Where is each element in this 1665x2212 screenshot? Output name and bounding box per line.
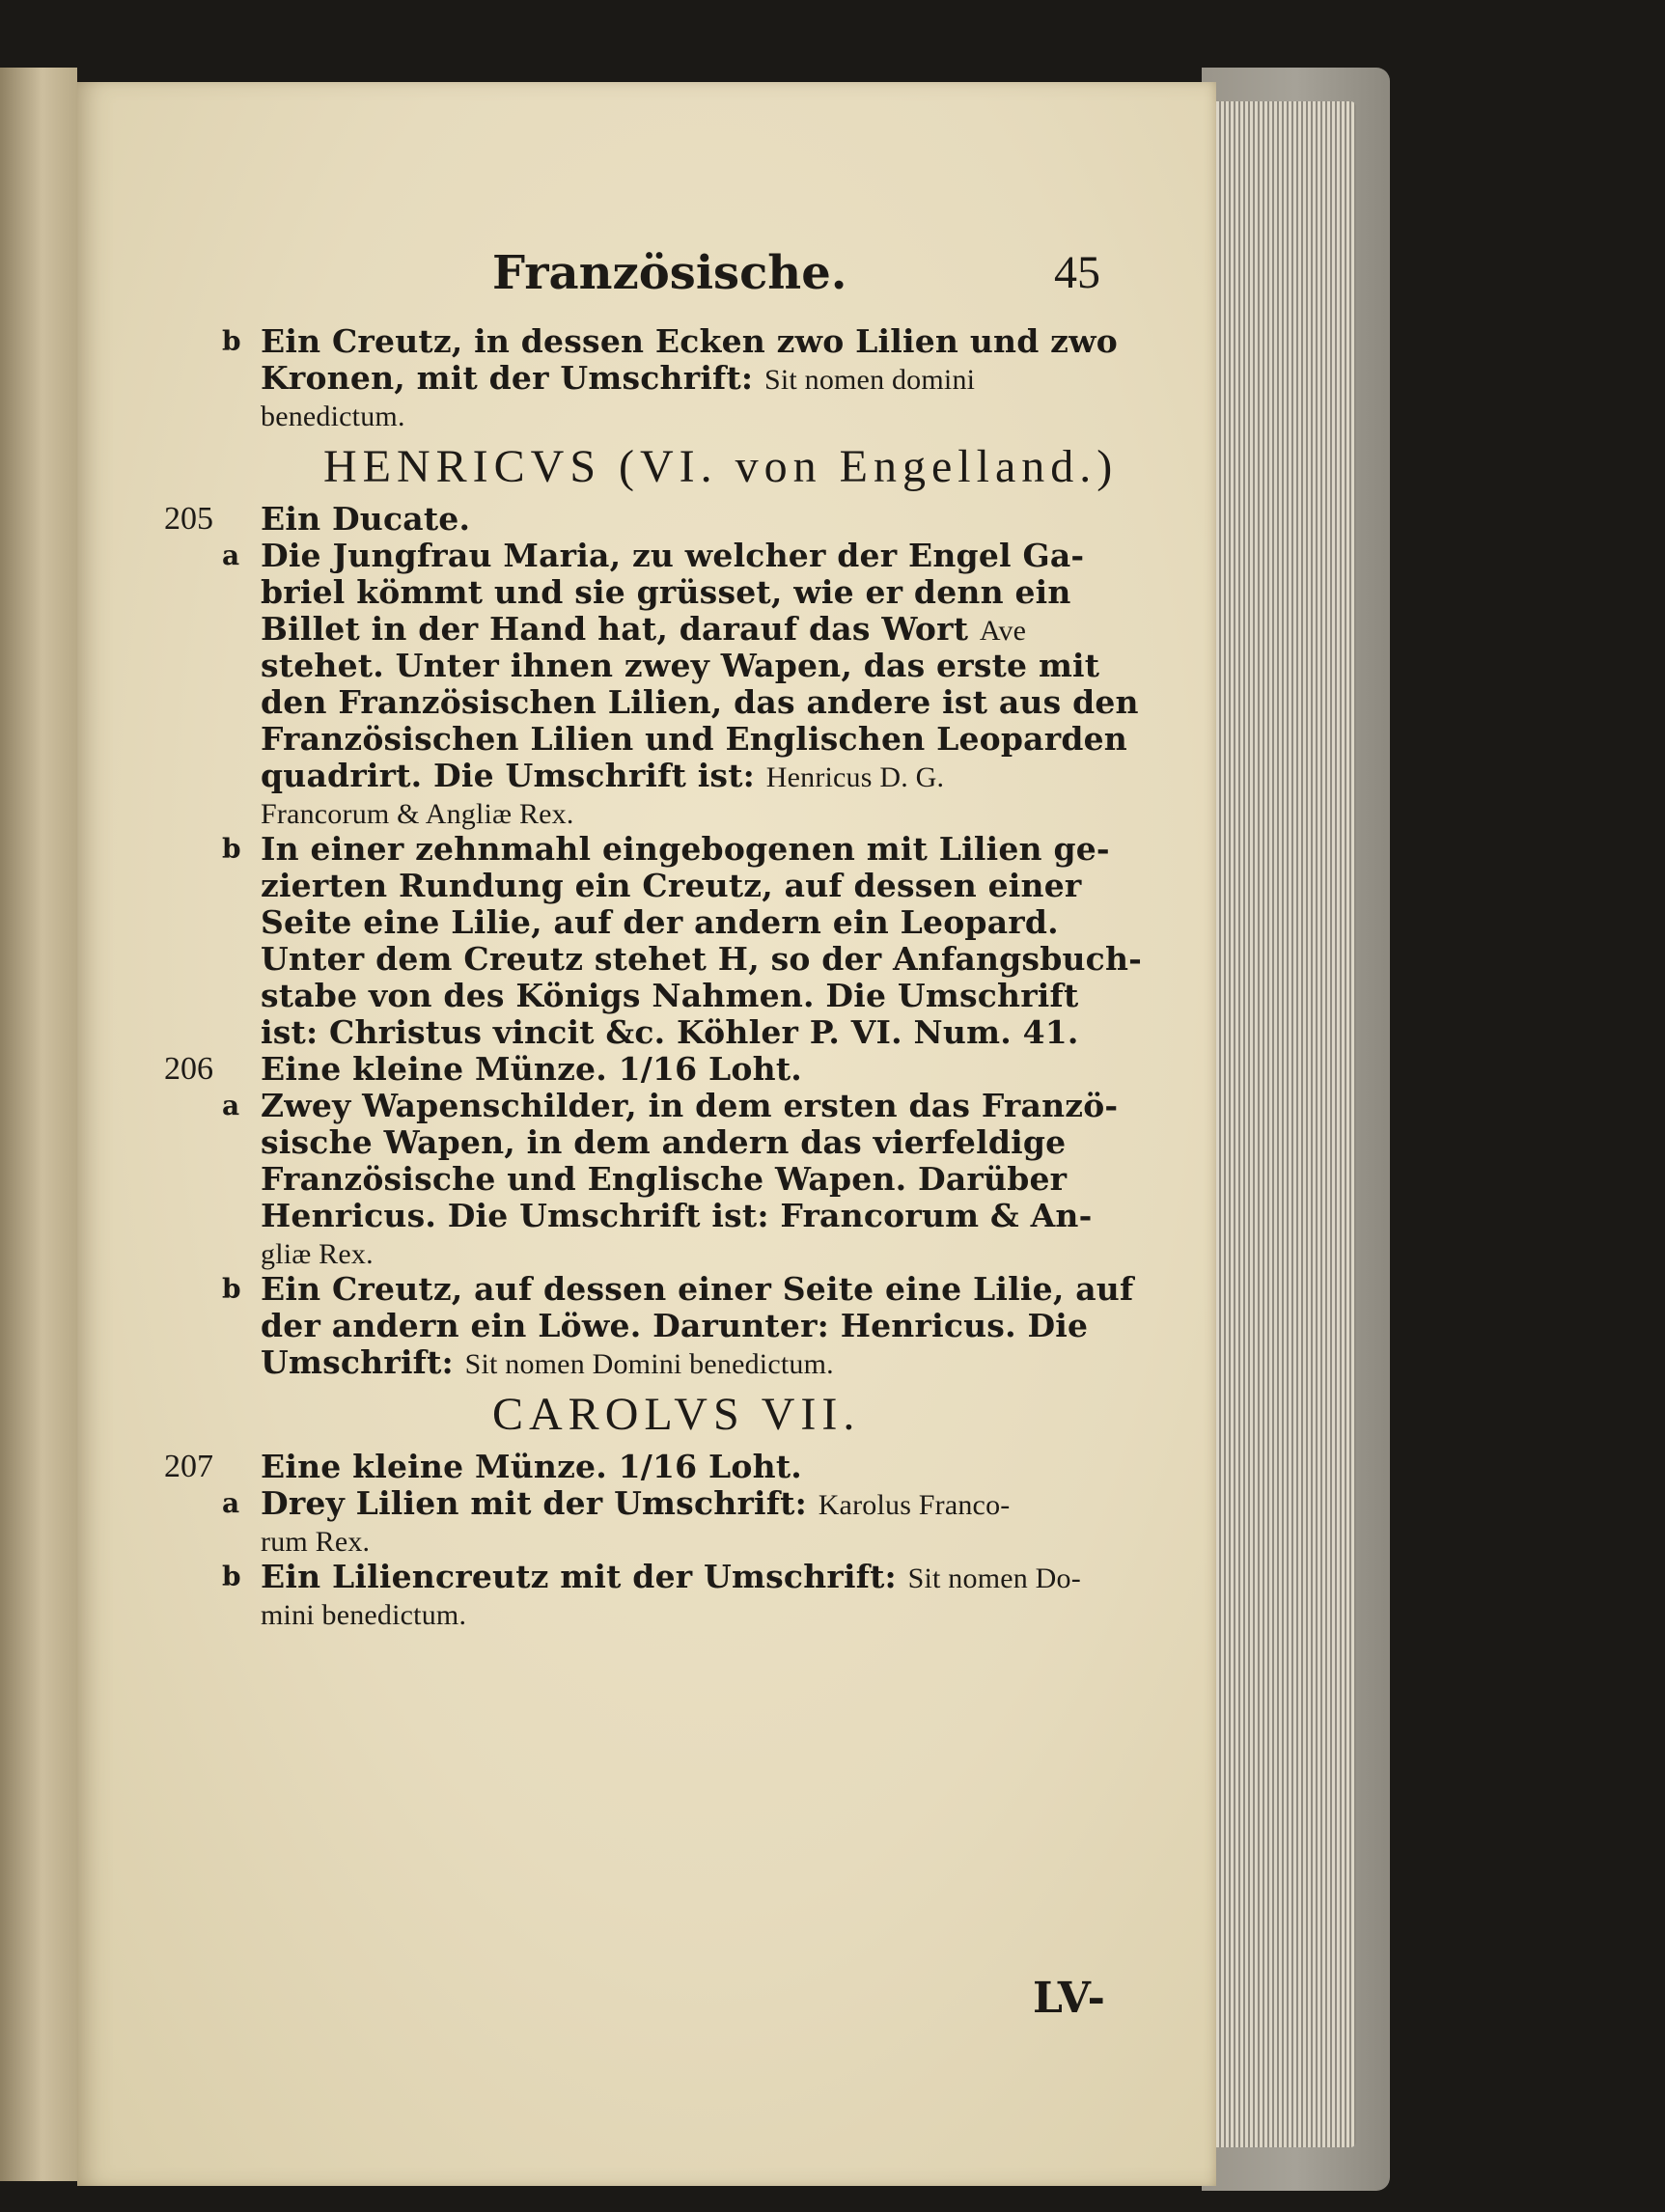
page-text-block	[164, 246, 1143, 1632]
side-marker: a	[222, 1487, 240, 1519]
text-line	[164, 1198, 1129, 1234]
line-text	[261, 1595, 466, 1634]
line-text	[261, 978, 1078, 1016]
text-line	[164, 574, 1129, 611]
gothic-text: stehet. Unter ihnen zwey Wapen, das erste mit	[261, 647, 1100, 684]
gothic-text: ist: Christus vincit &c. Köhler P. VI. Num. 41.	[261, 1013, 1079, 1051]
latin-text: Sit nomen Domini benedictum.	[464, 1348, 834, 1380]
gothic-text: Ein Ducate.	[261, 500, 471, 538]
line-text	[261, 323, 1118, 362]
section-heading	[164, 433, 1129, 501]
page-block-edges	[1207, 101, 1356, 2147]
text-line	[164, 1559, 1129, 1595]
text-line	[164, 648, 1129, 684]
gothic-text: zierten Rundung ein Creutz, auf dessen einer	[261, 867, 1082, 904]
page-body	[164, 322, 1143, 1632]
text-line	[164, 940, 1143, 978]
gothic-text: Kronen, mit der Umschrift:	[261, 359, 764, 397]
gothic-text: Französische und Englische Wapen. Darüber	[261, 1160, 1068, 1198]
gothic-text: Henricus. Die Umschrift ist: Francorum & An-	[261, 1197, 1093, 1234]
latin-text: Karolus Franco-	[818, 1489, 1011, 1521]
text-line	[164, 1344, 1129, 1381]
facing-page-edge	[0, 68, 77, 2181]
line-text	[261, 648, 1099, 686]
gothic-text: In einer zehnmahl eingebogenen mit Lilien ge-	[261, 830, 1110, 868]
text-line	[164, 978, 1129, 1014]
gothic-text: Drey Lilien mit der Umschrift:	[261, 1484, 819, 1522]
text-line	[164, 1485, 1129, 1522]
text-line	[164, 501, 1129, 538]
text-line	[164, 1270, 1134, 1308]
side-marker: b	[222, 1561, 241, 1592]
running-title: Französische.	[492, 246, 847, 300]
line-text	[261, 538, 1084, 576]
line-text	[261, 1308, 1088, 1346]
line-text	[261, 831, 1110, 870]
text-line	[164, 360, 1129, 397]
side-marker: b	[222, 325, 241, 357]
text-line	[164, 831, 1129, 868]
side-marker: a	[222, 1090, 240, 1121]
text-line	[164, 1522, 1129, 1559]
text-line	[164, 397, 1129, 433]
gothic-text: Seite eine Lilie, auf der andern ein Leopard.	[261, 903, 1059, 941]
text-line	[164, 1014, 1129, 1051]
line-text	[261, 1014, 1079, 1053]
gothic-text: sische Wapen, in dem andern das vierfeldige	[261, 1123, 1067, 1161]
gothic-text: Umschrift:	[261, 1343, 465, 1381]
gothic-text: stabe von des Königs Nahmen. Die Umschrift	[261, 977, 1079, 1014]
gothic-text: den Französischen Lilien, das andere ist aus den	[261, 683, 1139, 721]
text-line	[164, 538, 1129, 574]
text-line	[164, 1051, 1129, 1088]
line-text	[261, 794, 574, 833]
line-text	[261, 904, 1059, 943]
latin-text: mini benedictum.	[261, 1599, 467, 1631]
latin-text: Sit nomen domini	[763, 364, 976, 396]
line-text	[261, 1198, 1092, 1236]
latin-text: rum Rex.	[261, 1526, 371, 1558]
section-heading-text: CAROLVS VII.	[492, 1389, 861, 1440]
gothic-text: Eine kleine Münze. 1/16 Loht.	[261, 1448, 802, 1485]
side-marker: b	[222, 833, 241, 865]
text-line	[164, 794, 1129, 831]
line-text	[261, 758, 944, 796]
latin-text: Sit nomen Do-	[907, 1562, 1081, 1594]
line-text	[261, 397, 405, 435]
gothic-text: briel kömmt und sie grüsset, wie er denn ein	[261, 573, 1071, 611]
text-line	[164, 721, 1129, 758]
text-line	[164, 611, 1129, 648]
section-heading	[164, 1381, 1129, 1449]
text-line	[164, 1124, 1129, 1161]
latin-text: Henricus D. G.	[765, 761, 945, 793]
line-text	[261, 1051, 802, 1090]
text-line	[164, 758, 1129, 794]
latin-text: Francorum & Angliæ Rex.	[261, 798, 574, 830]
entry-number: 205	[164, 501, 213, 537]
line-text	[261, 721, 1127, 760]
gothic-text: Ein Liliencreutz mit der Umschrift:	[261, 1558, 908, 1595]
entry-number: 207	[164, 1449, 213, 1484]
gothic-text: quadrirt. Die Umschrift ist:	[261, 757, 766, 794]
line-text	[261, 1088, 1118, 1126]
line-text	[261, 1522, 370, 1561]
entry-number: 206	[164, 1051, 213, 1087]
gothic-text: Unter dem Creutz stehet H, so der Anfangsbuch-	[261, 940, 1143, 978]
gothic-text: der andern ein Löwe. Darunter: Henricus. Die	[261, 1307, 1089, 1344]
line-text	[261, 941, 1142, 980]
gothic-text: Französischen Lilien und Englischen Leoparden	[261, 720, 1128, 758]
line-text	[261, 1161, 1067, 1200]
text-line	[164, 868, 1129, 904]
side-marker: b	[222, 1273, 241, 1305]
side-marker: a	[222, 539, 240, 571]
text-line	[164, 323, 1129, 360]
line-text	[261, 1271, 1133, 1310]
line-text	[261, 684, 1139, 723]
page-number: 45	[1054, 247, 1100, 298]
gothic-text: Ein Creutz, in dessen Ecken zwo Lilien und zwo	[261, 322, 1118, 360]
book-page	[77, 82, 1216, 2186]
line-text	[261, 1124, 1066, 1163]
line-text	[261, 1559, 1081, 1597]
section-heading-text: HENRICVS (VI. von Engelland.)	[323, 441, 1119, 492]
gothic-text: Die Jungfrau Maria, zu welcher der Engel Ga-	[261, 537, 1085, 574]
latin-text: gliæ Rex.	[261, 1238, 374, 1270]
line-text	[261, 574, 1071, 613]
text-line	[164, 1449, 1129, 1485]
text-line	[164, 1234, 1129, 1271]
line-text	[261, 360, 975, 399]
line-text	[261, 611, 1026, 650]
gothic-text: Zwey Wapenschilder, in dem ersten das Franzö-	[261, 1087, 1119, 1124]
line-text	[261, 501, 470, 539]
text-line	[164, 1595, 1129, 1632]
line-text	[261, 1234, 374, 1273]
text-line	[164, 1308, 1129, 1344]
text-line	[164, 1088, 1129, 1124]
text-line	[164, 1161, 1129, 1198]
gothic-text: Eine kleine Münze. 1/16 Loht.	[261, 1050, 802, 1088]
text-line	[164, 683, 1139, 721]
text-line	[164, 904, 1129, 941]
line-text	[261, 1485, 1010, 1524]
catchword: LV-	[1033, 1974, 1105, 2023]
latin-text: benedictum.	[261, 401, 405, 432]
line-text	[261, 868, 1082, 906]
gothic-text: Billet in der Hand hat, darauf das Wort	[261, 610, 980, 648]
page-header	[164, 246, 1129, 323]
latin-text: Ave	[979, 615, 1027, 647]
line-text	[261, 1449, 802, 1487]
gothic-text: Ein Creutz, auf dessen einer Seite eine Lilie, auf	[261, 1270, 1134, 1308]
line-text	[261, 1344, 834, 1383]
